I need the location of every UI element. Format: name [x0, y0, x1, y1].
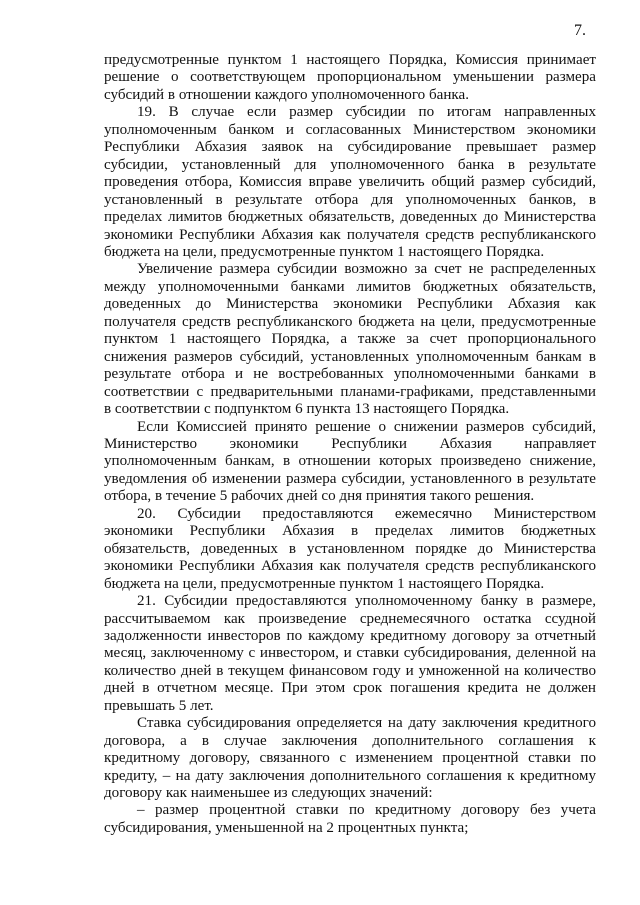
text-line: снижения размеров субсидий, установленных уполномоченным банкам в [104, 348, 596, 365]
text-line: установленный в результате отбора для уполномоченных банков, в [104, 191, 596, 208]
text-line: отбора, в течение 5 рабочих дней со дня принятия такого решения. [104, 488, 535, 505]
text-line: субсидии, установленный для уполномоченного банка в результате [104, 156, 596, 173]
text-line: 19. В случае если размер субсидии по итогам направленных [137, 104, 596, 121]
text-line: Если Комиссией принято решение о снижении размеров субсидий, [137, 418, 596, 435]
text-line: договора, а в случае заключения дополнительного соглашения к [104, 732, 596, 749]
text-line: соответствии с предварительными планами-графиками, представленными [104, 383, 596, 400]
text-line: субсидирования, уменьшенной на 2 процентных пункта; [104, 819, 469, 836]
text-line: пределах лимитов бюджетных обязательств, доведенных до Министерства [104, 209, 596, 226]
text-line: экономики Республики Абхазия в пределах лимитов бюджетных [104, 523, 596, 540]
text-line: бюджета на цели, предусмотренные пунктом 1 настоящего Порядка. [104, 575, 545, 592]
document-body [104, 52, 596, 837]
text-line: доведенных до Министерства экономики Республики Абхазия как [104, 296, 596, 313]
text-line: рассчитываемом как произведение среднемесячного остатка ссудной [104, 610, 596, 627]
text-line: обязательств, доведенных в установленном порядке до Министерства [104, 540, 596, 557]
text-line: проведения отбора, Комиссия вправе увеличить общий размер субсидий, [104, 174, 596, 191]
paragraph [104, 593, 596, 715]
text-line: кредиту, – на дату заключения дополнительного соглашения к кредитному [104, 767, 596, 784]
text-line: задолженности инвесторов по каждому кредитному договору за отчетный [104, 627, 596, 644]
text-line: Ставка субсидирования определяется на дату заключения кредитного [137, 715, 596, 732]
paragraph [104, 715, 596, 802]
text-line: Министерство экономики Республики Абхазия направляет [104, 435, 596, 452]
text-line: предусмотренные пунктом 1 настоящего Порядка, Комиссия принимает [104, 52, 596, 68]
paragraph [104, 419, 596, 506]
text-line: получателя средств республиканского бюджета на цели, предусмотренные [104, 313, 596, 330]
text-line: уведомления об изменении размера субсидии, установленного в результате [104, 470, 596, 487]
text-line: месяц, заключенному с инвестором, и ставки субсидирования, деленной на [104, 645, 596, 662]
page-number: 7. [574, 22, 586, 39]
text-line: уполномоченным банком и согласованных Министерством экономики [104, 121, 596, 138]
text-line: в соответствии с подпунктом 6 пункта 13 настоящего Порядка. [104, 401, 510, 418]
text-line: превышать 5 лет. [104, 697, 214, 714]
paragraph [104, 802, 596, 837]
text-line: субсидий в отношении каждого уполномоченного банка. [104, 86, 470, 103]
text-line: экономики Республики Абхазия как получателя средств республиканского [104, 226, 596, 243]
text-line: кредитному договору, связанного с изменением процентной ставки по [104, 750, 596, 767]
paragraph [104, 104, 596, 261]
text-line: Увеличение размера субсидии возможно за счет не распределенных [137, 261, 596, 278]
text-line: уполномоченным банкам, в отношении которых произведено снижение, [104, 453, 596, 470]
text-line: пунктом 1 настоящего Порядка, а также за счет пропорционального [104, 331, 596, 348]
text-line: количество дней в текущем финансовом году и умноженной на количество [104, 662, 596, 679]
text-line: между уполномоченными банками лимитов бюджетных обязательств, [104, 278, 596, 295]
text-line: экономики Республики Абхазия как получателя средств республиканского [104, 558, 596, 575]
paragraph [104, 52, 596, 104]
text-line: договору как наименьшее из следующих значений: [104, 785, 433, 802]
text-line: решение о соответствующем пропорциональном уменьшении размера [104, 69, 596, 86]
text-line: 20. Субсидии предоставляются ежемесячно Министерством [137, 505, 596, 522]
text-line: – размер процентной ставки по кредитному договору без учета [137, 802, 596, 819]
text-line: 21. Субсидии предоставляются уполномоченному банку в размере, [137, 593, 596, 610]
text-line: бюджета на цели, предусмотренные пунктом 1 настоящего Порядка. [104, 243, 545, 260]
text-line: результате отбора и не востребованных уполномоченными банками в [104, 366, 596, 383]
paragraph [104, 506, 596, 593]
paragraph [104, 261, 596, 418]
text-line: дней в отчетном месяце. При этом срок погашения кредита не должен [104, 680, 596, 697]
text-line: Республики Абхазия заявок на субсидирование превышает размер [104, 139, 596, 156]
